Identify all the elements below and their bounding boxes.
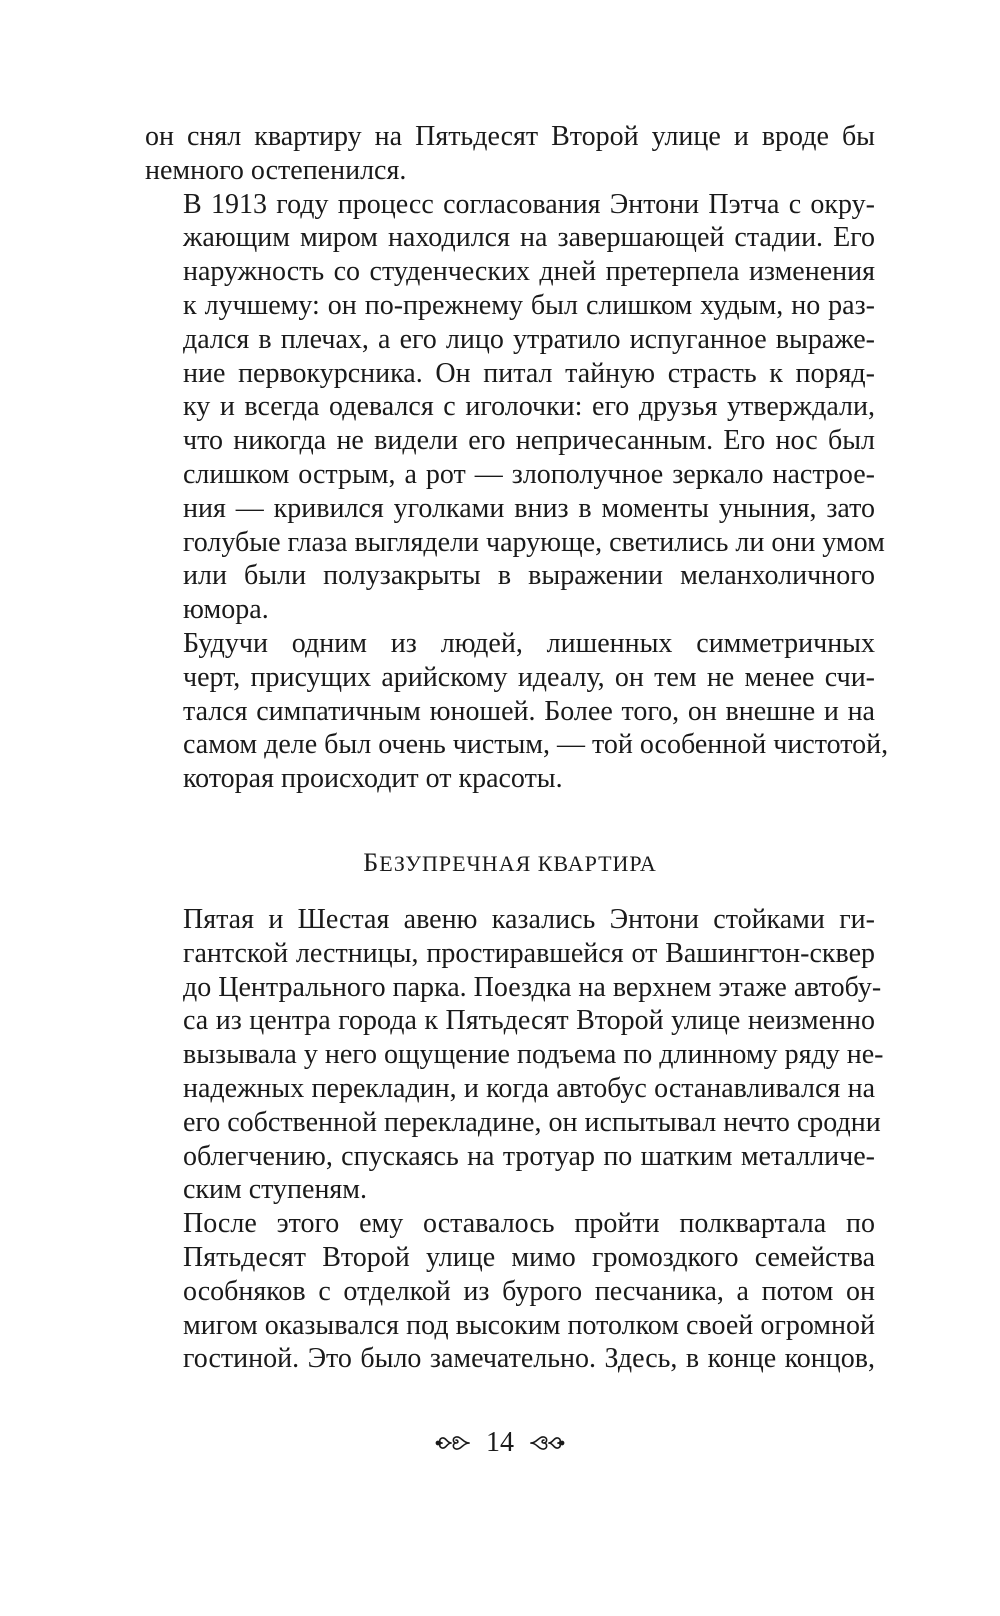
text-line: немного остепенился. bbox=[145, 154, 407, 186]
text-line: голубые глаза выглядели чарующе, светились ли они умом bbox=[183, 526, 885, 558]
text-line: наружность со студенческих дней претерпела изменения bbox=[183, 256, 875, 288]
paragraph-avenues bbox=[145, 903, 884, 1207]
text-line: ние первокурсника. Он питал тайную страсть к поряд- bbox=[183, 357, 875, 389]
text-line: или были полузакрыты в выражении меланхоличного bbox=[183, 560, 875, 592]
text-line: вызывала у него ощущение подъема по длинному ряду не- bbox=[183, 1039, 884, 1071]
text-line: После этого ему оставалось пройти полквартала по bbox=[183, 1208, 875, 1240]
chapter-heading-rest: ЕЗУПРЕЧНАЯ КВАРТИРА bbox=[379, 850, 657, 876]
text-line: ским ступеням. bbox=[183, 1174, 368, 1206]
text-line: которая происходит от красоты. bbox=[183, 763, 563, 795]
text-line: ку и всегда одевался с иголочки: его друзья утверждали, bbox=[183, 391, 875, 423]
text-line: его собственной перекладине, он испытывал нечто сродни bbox=[183, 1106, 881, 1138]
page-footer bbox=[0, 1424, 1000, 1460]
text-line: дался в плечах, а его лицо утратило испуганное выраже- bbox=[183, 323, 875, 355]
text-line: са из центра города к Пятьдесят Второй улице неизменно bbox=[183, 1005, 875, 1037]
text-line: жающим миром находился на завершающей стадии. Его bbox=[183, 222, 875, 254]
text-line: надежных перекладин, и когда автобус останавливался на bbox=[183, 1072, 875, 1104]
paragraph-walk-home bbox=[145, 1207, 875, 1376]
chapter-heading bbox=[145, 848, 875, 879]
text-line: тался симпатичным юношей. Более того, он внешне и на bbox=[183, 695, 875, 727]
text-line: черт, присущих арийскому идеалу, он тем не менее счи- bbox=[183, 661, 875, 693]
text-line: мигом оказывался под высоким потолком своей огромной bbox=[183, 1309, 875, 1341]
text-line: что никогда не видели его непричесанным. Его нос был bbox=[183, 425, 875, 457]
text-line: юмора. bbox=[183, 594, 269, 626]
paragraph-description bbox=[145, 188, 885, 627]
page-number: 14 bbox=[486, 1426, 514, 1458]
text-line: Пятая и Шестая авеню казались Энтони стойками ги- bbox=[183, 903, 875, 935]
text-line: Будучи одним из людей, лишенных симметричных bbox=[183, 627, 875, 659]
text-line: В 1913 году процесс согласования Энтони Пэтча с окру- bbox=[183, 188, 875, 220]
floral-ornament-left-icon bbox=[435, 1432, 471, 1454]
book-page bbox=[145, 120, 889, 1376]
text-line: к лучшему: он по-прежнему был слишком худым, но раз- bbox=[183, 289, 875, 321]
text-line: слишком острым, а рот — злополучное зеркало настрое- bbox=[183, 458, 875, 490]
text-line: гантской лестницы, простиравшейся от Вашингтон-сквер bbox=[183, 937, 875, 969]
paragraph-appearance bbox=[145, 627, 889, 796]
text-line: до Центрального парка. Поездка на верхнем этаже автобу- bbox=[183, 971, 882, 1003]
text-line: ния — кривился уголками вниз в моменты уныния, зато bbox=[183, 492, 875, 524]
floral-ornament-right-icon bbox=[529, 1432, 565, 1454]
paragraph-continued bbox=[145, 120, 875, 188]
text-line: гостиной. Это было замечательно. Здесь, в конце концов, bbox=[183, 1343, 875, 1375]
text-line: особняков с отделкой из бурого песчаника, а потом он bbox=[183, 1275, 875, 1307]
chapter-heading-initial: Б bbox=[363, 847, 380, 877]
text-line: облегчению, спускаясь на тротуар по шатким металличе- bbox=[183, 1140, 875, 1172]
text-line: самом деле был очень чистым, — той особенной чистотой, bbox=[183, 729, 889, 761]
text-line: Пятьдесят Второй улице мимо громоздкого семейства bbox=[183, 1241, 875, 1273]
text-line: он снял квартиру на Пятьдесят Второй улице и вроде бы bbox=[145, 121, 875, 152]
